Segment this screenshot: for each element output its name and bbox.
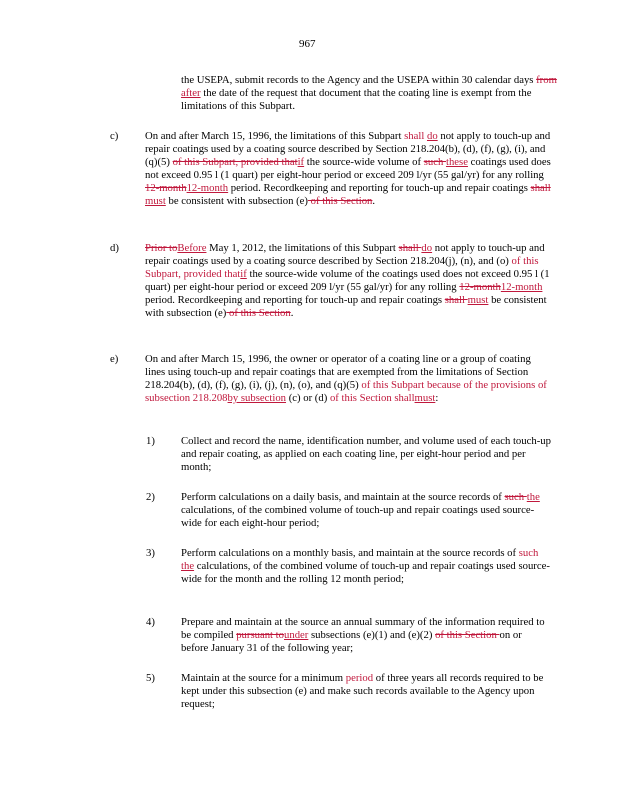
item-4-text-1: Prepare and maintain at the source an annual summary of the information required to be compiled (181, 616, 545, 641)
c-text-4: the source-wide volume of (304, 156, 424, 168)
item-3-text-3: calculations, of the combined volume of touch-up and repair coatings used source-wide for the month and the rolling 12 month period; (181, 560, 550, 585)
intro-paragraph (181, 74, 561, 113)
item-2-insertion-the: the (526, 491, 540, 503)
item-5-label: 5) (146, 672, 155, 684)
c-text-3: not apply to touch-up and repair coatings used by a coating source described by Section 218.204(b), (d), (f), (g), (i), and (q)(5) (145, 130, 551, 168)
item-2-deletion-such: such (504, 491, 527, 503)
subsection-d-label: d) (110, 242, 119, 254)
item-5-paragraph (181, 672, 551, 711)
subsection-c-paragraph (145, 130, 553, 208)
c-text-5: coatings used does not exceed 0.95 l (1 quart) per eight-hour period or exceed 209 l/yr (55 gal/yr) for any rolling (145, 156, 551, 181)
item-4-text-3: on or before January 31 of the following year; (181, 629, 522, 654)
item-1-paragraph (181, 435, 551, 474)
item-3-insertion-the: the (181, 560, 195, 572)
item-4-deletion-of-this-section: of this Section (435, 629, 500, 641)
c-insertion-must: must (145, 195, 166, 207)
d-text-6: . (290, 307, 294, 319)
item-2-text-2: calculations, of the combined volume of touch-up and repair coatings used source-wide for each eight-hour period; (181, 504, 535, 529)
d-text-1: May 1, 2012, the limitations of this Subpart (206, 242, 399, 254)
intro-insertion-1: after (181, 87, 201, 99)
c-insertion-do: do (426, 130, 438, 142)
item-5-revision-period: period (345, 672, 374, 684)
e-text-2: (c) or (d) (286, 392, 330, 404)
item-3-label: 3) (146, 547, 155, 559)
c-deletion-of-this-section: of this Section (307, 195, 373, 207)
c-deletion-such: such (423, 156, 446, 168)
e-revision-of-this-section: of this Section shall (329, 392, 415, 404)
item-4-label: 4) (146, 616, 155, 628)
c-deletion-provided-that: of this Subpart, provided that (172, 156, 298, 168)
d-text-3: the source-wide volume of the coatings used does not exceed 0.95 l (1 quart) per eight-hour period or exceed 209 l/yr (55 gal/yr) for any rolling (145, 268, 550, 293)
item-1-label: 1) (146, 435, 155, 447)
e-revision-because-of: of this Subpart because of the provisions of subsection 218.208 (145, 379, 547, 404)
d-revision-provided-that: of this Subpart, provided that (145, 255, 539, 280)
c-deletion-shall: shall (530, 182, 551, 194)
item-1-text: Collect and record the name, identification number, and volume used of each touch-up and repair coating, as applied on each coating line, per eight-hour period and per month; (181, 435, 551, 473)
c-text-8: . (372, 195, 376, 207)
item-2-paragraph (181, 491, 551, 530)
d-text-5: be consistent with subsection (e) (145, 294, 547, 319)
d-insertion-do: do (421, 242, 433, 254)
subsection-c-label: c) (110, 130, 119, 142)
item-5-text-1: Maintain at the source for a minimum (181, 672, 346, 684)
item-3-revision-such: such (518, 547, 539, 559)
item-5-text-2: of three years all records required to be kept under this subsection (e) and make such records available to the Agency upon request; (181, 672, 544, 710)
c-text-7: be consistent with subsection (e) (165, 195, 308, 207)
c-insertion-these: these (445, 156, 468, 168)
d-deletion-12-month: 12-month (459, 281, 501, 293)
item-4-deletion-pursuant-to: pursuant to (236, 629, 284, 641)
intro-deletion-1: from (536, 74, 557, 86)
subsection-d-paragraph (145, 242, 553, 320)
d-deletion-shall-2: shall (444, 294, 468, 306)
d-text-2: not apply to touch-up and repair coatings used by a coating source described by Section 218.204(j), (n), and (o) (145, 242, 545, 267)
subsection-e-paragraph (145, 353, 553, 405)
d-deletion-shall: shall (398, 242, 422, 254)
d-insertion-before: Before (177, 242, 207, 254)
item-3-paragraph (181, 547, 551, 586)
item-4-paragraph (181, 616, 551, 655)
item-3-text-1: Perform calculations on a monthly basis, and maintain at the source records of (181, 547, 519, 559)
item-4-text-2: subsections (e)(1) and (e)(2) (308, 629, 436, 641)
c-revision-shall: shall (404, 130, 425, 142)
item-2-text-1: Perform calculations on a daily basis, and maintain at the source records of (181, 491, 505, 503)
d-deletion-prior-to: Prior to (145, 242, 178, 254)
item-4-insertion-under: under (284, 629, 309, 641)
c-text-6: period. Recordkeeping and reporting for touch-up and repair coatings (228, 182, 531, 194)
intro-text-1: the USEPA, submit records to the Agency and the USEPA within 30 calendar days (181, 74, 537, 86)
c-insertion-if: if (297, 156, 305, 168)
e-insertion-by-subsection: by subsection (227, 392, 287, 404)
c-deletion-12-month: 12-month (145, 182, 187, 194)
intro-text-2: the date of the request that document that the coating line is exempt from the limitations of this Subpart. (181, 87, 532, 112)
e-text-1: On and after March 15, 1996, the owner or operator of a coating line or a group of coating lines using touch-up and repair coatings that are exempted from the limitations of Section 218.204(b), (d), (f), (g), (i), (j), (n), (o), and (q)(5) (145, 353, 531, 391)
e-text-3: : (435, 392, 439, 404)
d-text-4: period. Recordkeeping and reporting for touch-up and repair coatings (145, 294, 445, 306)
d-insertion-if: if (240, 268, 247, 280)
subsection-e-label: e) (110, 353, 119, 365)
item-2-label: 2) (146, 491, 155, 503)
c-text-1: On and after March 15, 1996, the limitations of this Subpart (145, 130, 405, 142)
c-insertion-12-month: 12-month (186, 182, 229, 194)
d-insertion-12-month: 12-month (500, 281, 543, 293)
e-insertion-must: must (414, 392, 436, 404)
d-deletion-of-this-section: of this Section (226, 307, 291, 319)
page-number: 967 (299, 38, 316, 50)
d-insertion-must: must (467, 294, 489, 306)
